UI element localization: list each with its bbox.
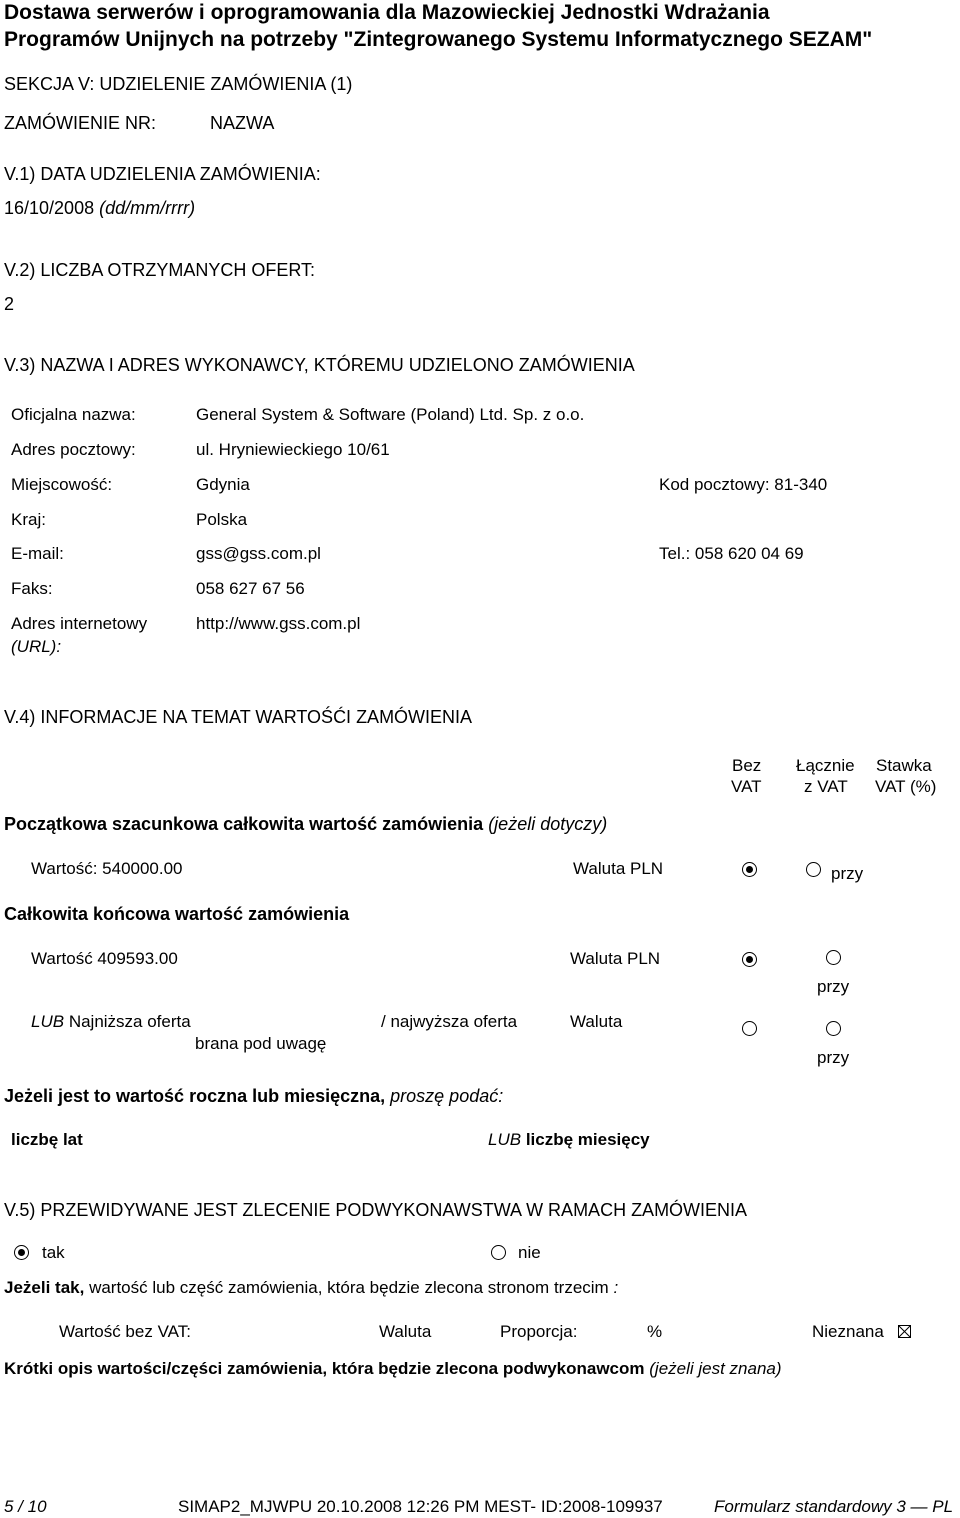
col-lacznie-line1: Łącznie: [796, 756, 855, 775]
v5-heading: V.5) PRZEWIDYWANE JEST ZLECENIE PODWYKONAWSTWA W RAMACH ZAMÓWIENIA: [4, 1200, 748, 1220]
unknown-checkbox[interactable]: [898, 1325, 911, 1338]
offer-przy-label: przy: [817, 1048, 850, 1067]
official-name-value: General System & Software (Poland) Ltd. Sp. z o.o.: [196, 405, 585, 424]
city-label: Miejscowość:: [11, 475, 113, 494]
v2-heading: V.2) LICZBA OTRZYMANYCH OFERT:: [4, 260, 316, 280]
postal-code: [659, 475, 827, 495]
section-heading: SEKCJA V: UDZIELENIE ZAMÓWIENIA (1): [4, 74, 353, 94]
col-bez-vat-line1: Bez: [732, 756, 762, 775]
subcontract-yes-label: tak: [42, 1243, 65, 1262]
award-date: [4, 198, 195, 220]
if-yes-text: wartość lub część zamówienia, która będzie zlecona stronom trzecim: [89, 1278, 609, 1297]
v4-heading: V.4) INFORMACJE NA TEMAT WARTOŚĆI ZAMÓWIENIA: [4, 707, 473, 727]
offer-bez-vat-radio[interactable]: [742, 1021, 757, 1036]
proportion-label: Proporcja:: [500, 1322, 578, 1341]
if-yes-label: Jeżeli tak,: [4, 1278, 85, 1297]
order-name-label: NAZWA: [210, 113, 275, 133]
final-value-heading: Całkowita końcowa wartość zamówienia: [4, 904, 350, 924]
subcontract-no-radio[interactable]: [491, 1245, 506, 1260]
initial-lacznie-vat-radio[interactable]: [806, 862, 821, 877]
initial-value-label: Początkowa szacunkowa całkowita wartość zamówienia: [4, 814, 484, 834]
footer-form-label: Formularz standardowy 3: [714, 1497, 906, 1516]
footer-language: — PL: [910, 1497, 954, 1516]
footer-document-id: SIMAP2_MJWPU 20.10.2008 12:26 PM MEST- ID:2008-109937: [178, 1497, 663, 1516]
cross-icon: [899, 1326, 910, 1337]
postal-address-label: Adres pocztowy:: [11, 440, 136, 459]
postal-address-value: ul. Hryniewieckiego 10/61: [196, 440, 390, 459]
city-value: Gdynia: [196, 475, 250, 494]
initial-value: Wartość: 540000.00: [31, 859, 183, 878]
lowest-offer-label: Najniższa oferta: [68, 1012, 191, 1031]
highest-offer-label: / najwyższa oferta: [381, 1012, 518, 1031]
subcontract-yes-radio[interactable]: [14, 1245, 29, 1260]
initial-value-note: (jeżeli dotyczy): [488, 814, 608, 834]
v1-heading: V.1) DATA UDZIELENIA ZAMÓWIENIA:: [4, 164, 321, 184]
lub-label: LUB: [31, 1012, 65, 1031]
considered-label: brana pod uwagę: [195, 1034, 327, 1053]
postal-code-value: 81-340: [774, 475, 828, 494]
annual-value-note: proszę podać:: [390, 1086, 504, 1106]
v3-heading: V.3) NAZWA I ADRES WYKONAWCY, KTÓREMU UDZIELONO ZAMÓWIENIA: [4, 355, 635, 375]
document-title-line1: Dostawa serwerów i oprogramowania dla Mazowieckiej Jednostki Wdrażania: [4, 1, 770, 24]
years-label: liczbę lat: [11, 1130, 83, 1149]
annual-value-heading: [4, 1086, 503, 1108]
col-stawka-line1: Stawka: [876, 756, 932, 775]
official-name-label: Oficjalna nazwa:: [11, 405, 136, 424]
lowest-offer: [31, 1012, 191, 1032]
telephone: [659, 544, 804, 564]
footer-form-name: [714, 1497, 953, 1517]
final-lacznie-vat-radio[interactable]: [826, 950, 841, 965]
months: [488, 1130, 650, 1150]
fax-label: Faks:: [11, 579, 53, 598]
col-stawka-line2: VAT (%): [875, 777, 937, 796]
document-title-line2: Programów Unijnych na potrzeby "Zintegrowanego Systemu Informatycznego SEZAM": [4, 28, 873, 51]
url-label-line1: Adres internetowy: [11, 614, 148, 633]
short-description-heading: [4, 1359, 782, 1379]
col-bez-vat-line2: VAT: [731, 777, 762, 796]
subcontract-currency-label: Waluta: [379, 1322, 432, 1341]
value-without-vat-label: Wartość bez VAT:: [59, 1322, 191, 1341]
initial-przy-label: przy: [831, 864, 864, 883]
telephone-value: 058 620 04 69: [694, 544, 804, 563]
subcontract-no-label: nie: [518, 1243, 541, 1262]
url-label-line2: (URL):: [11, 637, 62, 656]
subcontract-value-heading: [4, 1278, 618, 1298]
unknown-label: Nieznana: [812, 1322, 884, 1341]
months-label: liczbę miesięcy: [525, 1130, 650, 1149]
annual-value-label: Jeżeli jest to wartość roczna lub miesięczna,: [4, 1086, 386, 1106]
percent-sign: %: [647, 1322, 663, 1341]
initial-bez-vat-radio[interactable]: [742, 862, 757, 877]
offer-currency-label: Waluta: [570, 1012, 623, 1031]
telephone-label: Tel.:: [659, 544, 691, 563]
final-bez-vat-radio[interactable]: [742, 952, 757, 967]
initial-value-heading: [4, 814, 607, 836]
email-value: gss@gss.com.pl: [196, 544, 321, 563]
postal-code-label: Kod pocztowy:: [659, 475, 770, 494]
final-value: Wartość 409593.00: [31, 949, 178, 968]
col-lacznie-line2: z VAT: [804, 777, 848, 796]
country-value: Polska: [196, 510, 248, 529]
award-date-value: 16/10/2008: [4, 198, 95, 218]
final-currency: Waluta PLN: [570, 949, 661, 968]
footer-page-number: 5 / 10: [4, 1497, 47, 1516]
if-yes-colon: :: [613, 1278, 619, 1297]
short-description-label: Krótki opis wartości/części zamówienia, która będzie zlecona podwykonawcom: [4, 1359, 645, 1378]
email-label: E-mail:: [11, 544, 64, 563]
final-przy-label: przy: [817, 977, 850, 996]
offer-lacznie-vat-radio[interactable]: [826, 1021, 841, 1036]
date-format-hint: (dd/mm/rrrr): [99, 198, 196, 218]
fax-value: 058 627 67 56: [196, 579, 305, 598]
order-number-label: ZAMÓWIENIE NR:: [4, 113, 156, 133]
initial-currency: Waluta PLN: [573, 859, 664, 878]
url-value: http://www.gss.com.pl: [196, 614, 361, 633]
offers-count: 2: [4, 294, 15, 314]
country-label: Kraj:: [11, 510, 46, 529]
short-description-note: (jeżeli jest znana): [649, 1359, 782, 1378]
months-lub-label: LUB: [488, 1130, 522, 1149]
